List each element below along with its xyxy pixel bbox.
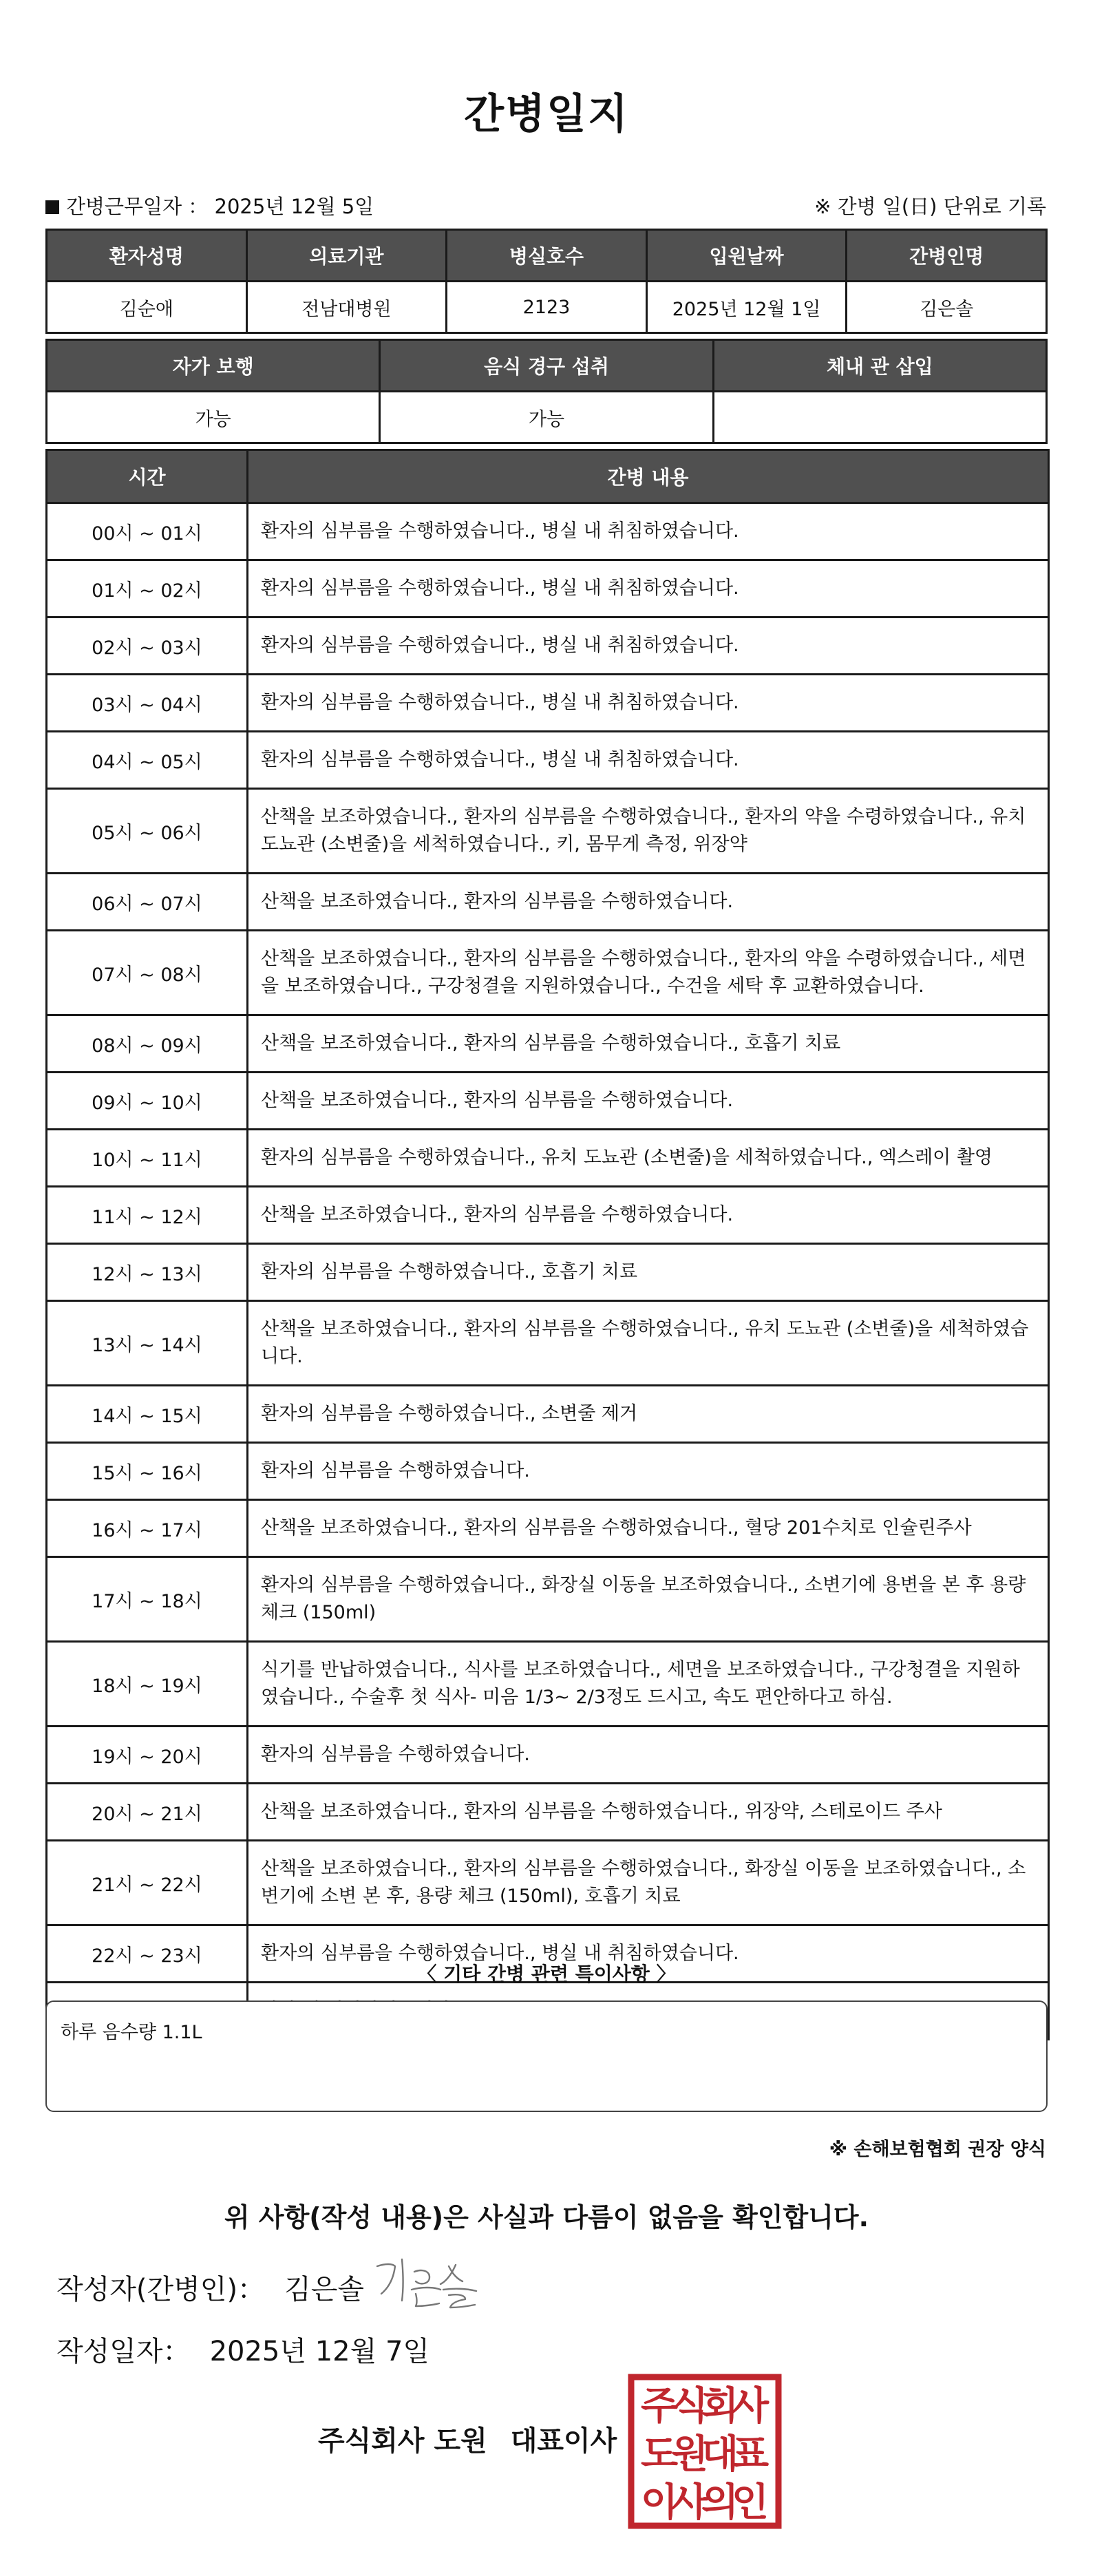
patient-status-table: [45, 339, 1048, 444]
log-time: 19시 ~ 20시: [47, 1727, 248, 1784]
written-date-line: [56, 2330, 429, 2369]
log-content: 환자의 심부름을 수행하였습니다., 병실 내 취침하였습니다.: [248, 675, 1049, 732]
work-date-label: 간병근무일자: [66, 195, 182, 218]
log-time: 01시 ~ 02시: [47, 560, 248, 617]
log-time: 05시 ~ 06시: [47, 789, 248, 874]
log-content: 환자의 심부름을 수행하였습니다., 소변줄 제거: [248, 1386, 1049, 1443]
patient-info-value-row: [47, 282, 1047, 333]
value-admission-date: 2025년 12월 1일: [646, 282, 847, 333]
log-content: 산책을 보조하였습니다., 환자의 심부름을 수행하였습니다.: [248, 1073, 1049, 1130]
company-line: [318, 2419, 617, 2458]
log-time: 06시 ~ 07시: [47, 874, 248, 931]
header-oral-intake: 음식 경구 섭취: [380, 340, 713, 392]
svg-text:인: 인: [731, 2480, 770, 2525]
table-row: [47, 1386, 1049, 1443]
writer-name: 김은솔: [284, 2274, 364, 2305]
confirmation-statement: 위 사항(작성 내용)은 사실과 다름이 없음을 확인합니다.: [224, 2202, 869, 2232]
svg-text:회: 회: [701, 2384, 739, 2429]
log-content: 식기를 반납하였습니다., 식사를 보조하였습니다., 세면을 보조하였습니다., 구강청결을 지원하였습니다., 수술후 첫 식사- 미음 1/3~ 2/3정도 드시고, 속도 편안하다고 하심.: [248, 1642, 1049, 1727]
log-content: 산책을 보조하였습니다., 환자의 심부름을 수행하였습니다., 화장실 이동을 보조하였습니다., 소변기에 소변 본 후, 용량 체크 (150ml), 호흡기 치료: [248, 1841, 1049, 1925]
document-title: 간병일지: [464, 90, 629, 138]
log-time: 21시 ~ 22시: [47, 1841, 248, 1925]
table-row: [47, 1301, 1049, 1386]
log-content: 산책을 보조하였습니다., 환자의 심부름을 수행하였습니다.: [248, 1187, 1049, 1244]
log-time: 09시 ~ 10시: [47, 1073, 248, 1130]
work-date-line: 간병근무일자 ： 2025년 12월 5일: [45, 191, 374, 220]
table-row: [47, 617, 1049, 675]
svg-text:표: 표: [731, 2432, 770, 2477]
header-tube-insertion: 체내 관 삽입: [713, 340, 1046, 392]
log-content: 환자의 심부름을 수행하였습니다.: [248, 1727, 1049, 1784]
log-content: 산책을 보조하였습니다., 환자의 심부름을 수행하였습니다., 호흡기 치료: [248, 1015, 1049, 1073]
company-role: 대표이사: [510, 2425, 617, 2457]
log-content: 환자의 심부름을 수행하였습니다., 병실 내 취침하였습니다.: [248, 560, 1049, 617]
log-content: 산책을 보조하였습니다., 환자의 심부름을 수행하였습니다., 환자의 약을 수령하였습니다., 세면을 보조하였습니다., 구강청결을 지원하였습니다., 수건을 세탁 후 교환하였습니다.: [248, 931, 1049, 1015]
table-row: [47, 1784, 1049, 1841]
table-row: [47, 1841, 1049, 1925]
patient-info-table: [45, 229, 1048, 334]
log-time: 22시 ~ 23시: [47, 1925, 248, 1983]
special-notes-text: 하루 음수량 1.1L: [61, 2022, 202, 2043]
header-time: 시간: [47, 450, 248, 503]
table-row: [47, 1130, 1049, 1187]
value-room-number: 2123: [447, 282, 647, 333]
log-content: 환자의 심부름을 수행하였습니다.: [248, 1443, 1049, 1500]
table-row: [47, 1557, 1049, 1642]
log-content: 환자의 심부름을 수행하였습니다., 화장실 이동을 보조하였습니다., 소변기에 용변을 본 후 용량 체크 (150ml): [248, 1557, 1049, 1642]
log-time: 17시 ~ 18시: [47, 1557, 248, 1642]
table-row: [47, 931, 1049, 1015]
log-time: 13시 ~ 14시: [47, 1301, 248, 1386]
header-admission-date: 입원날짜: [646, 230, 847, 282]
written-date-label: 작성일자：: [56, 2336, 191, 2367]
table-row: [47, 1187, 1049, 1244]
svg-text:사: 사: [670, 2480, 709, 2525]
log-content: 산책을 보조하였습니다., 환자의 심부름을 수행하였습니다., 환자의 약을 수령하였습니다., 유치 도뇨관 (소변줄)을 세척하였습니다., 키, 몸무게 측정, 위장약: [248, 789, 1049, 874]
svg-text:원: 원: [670, 2432, 709, 2477]
log-time: 12시 ~ 13시: [47, 1244, 248, 1301]
log-content: 환자의 심부름을 수행하였습니다., 호흡기 치료: [248, 1244, 1049, 1301]
table-row: [47, 1642, 1049, 1727]
unit-note: ※ 간병 일(日) 단위로 기록: [814, 195, 1046, 218]
care-log-header-row: [47, 450, 1049, 503]
header-hospital: 의료기관: [246, 230, 447, 282]
svg-text:의: 의: [701, 2480, 739, 2525]
patient-info-header-row: [47, 230, 1047, 282]
value-hospital: 전남대병원: [246, 282, 447, 333]
value-caregiver-name: 김은솔: [847, 282, 1047, 333]
svg-text:이: 이: [640, 2480, 679, 2525]
value-tube-insertion: [713, 392, 1046, 443]
log-content: 산책을 보조하였습니다., 환자의 심부름을 수행하였습니다., 유치 도뇨관 (소변줄)을 세척하였습니다.: [248, 1301, 1049, 1386]
table-row: [47, 732, 1049, 789]
log-time: 04시 ~ 05시: [47, 732, 248, 789]
log-time: 02시 ~ 03시: [47, 617, 248, 675]
log-time: 16시 ~ 17시: [47, 1500, 248, 1557]
log-time: 07시 ~ 08시: [47, 931, 248, 1015]
log-content: 환자의 심부름을 수행하였습니다., 병실 내 취침하였습니다.: [248, 617, 1049, 675]
table-row: [47, 1244, 1049, 1301]
special-notes-box: [45, 2000, 1048, 2112]
log-time: 00시 ~ 01시: [47, 503, 248, 560]
header-self-walking: 자가 보행: [47, 340, 380, 392]
svg-text:대: 대: [701, 2432, 739, 2477]
log-time: 11시 ~ 12시: [47, 1187, 248, 1244]
value-self-walking: 가능: [47, 392, 380, 443]
svg-text:사: 사: [731, 2384, 770, 2429]
insurance-form-note: ※ 손해보험협회 권장 양식: [829, 2139, 1046, 2160]
written-date-value: 2025년 12월 7일: [209, 2336, 430, 2367]
log-content: 산책을 보조하였습니다., 환자의 심부름을 수행하였습니다.: [248, 874, 1049, 931]
value-patient-name: 김순애: [47, 282, 247, 333]
log-time: 08시 ~ 09시: [47, 1015, 248, 1073]
special-notes-title: 〈 기타 간병 관련 특이사항 〉: [417, 1963, 676, 1985]
log-time: 20시 ~ 21시: [47, 1784, 248, 1841]
header-room-number: 병실호수: [447, 230, 647, 282]
company-seal-stamp: [628, 2374, 782, 2529]
table-row: [47, 789, 1049, 874]
table-row: [47, 874, 1049, 931]
log-time: 03시 ~ 04시: [47, 675, 248, 732]
square-bullet-icon: [45, 200, 59, 214]
log-content: 환자의 심부름을 수행하였습니다., 병실 내 취침하였습니다.: [248, 503, 1049, 560]
log-content: 환자의 심부름을 수행하였습니다., 병실 내 취침하였습니다.: [248, 1925, 1049, 1983]
log-content: 환자의 심부름을 수행하였습니다., 유치 도뇨관 (소변줄)을 세척하였습니다., 엑스레이 촬영: [248, 1130, 1049, 1187]
table-row: [47, 503, 1049, 560]
work-date-value: 2025년 12월 5일: [214, 195, 374, 218]
company-name: 주식회사 도원: [318, 2425, 487, 2457]
patient-status-value-row: [47, 392, 1047, 443]
svg-text:식: 식: [670, 2384, 709, 2429]
log-content: 산책을 보조하였습니다., 환자의 심부름을 수행하였습니다., 혈당 201수치로 인슐린주사: [248, 1500, 1049, 1557]
writer-line: [56, 2268, 364, 2307]
table-row: [47, 1727, 1049, 1784]
table-row: [47, 1073, 1049, 1130]
log-time: 15시 ~ 16시: [47, 1443, 248, 1500]
table-row: [47, 675, 1049, 732]
handwritten-signature: [372, 2251, 489, 2313]
table-row: [47, 1500, 1049, 1557]
patient-status-header-row: [47, 340, 1047, 392]
log-content: 환자의 심부름을 수행하였습니다., 병실 내 취침하였습니다.: [248, 732, 1049, 789]
care-log-table: [45, 449, 1050, 2040]
table-row: [47, 1443, 1049, 1500]
table-row: [47, 560, 1049, 617]
log-time: 14시 ~ 15시: [47, 1386, 248, 1443]
svg-text:도: 도: [640, 2432, 679, 2477]
header-patient-name: 환자성명: [47, 230, 247, 282]
value-oral-intake: 가능: [380, 392, 713, 443]
svg-text:주: 주: [640, 2384, 679, 2429]
log-time: 18시 ~ 19시: [47, 1642, 248, 1727]
log-time: 10시 ~ 11시: [47, 1130, 248, 1187]
log-content: 산책을 보조하였습니다., 환자의 심부름을 수행하였습니다., 위장약, 스테로이드 주사: [248, 1784, 1049, 1841]
header-caregiver-name: 간병인명: [847, 230, 1047, 282]
table-row: [47, 1015, 1049, 1073]
writer-label: 작성자(간병인)：: [56, 2274, 266, 2305]
header-care-content: 간병 내용: [248, 450, 1049, 503]
